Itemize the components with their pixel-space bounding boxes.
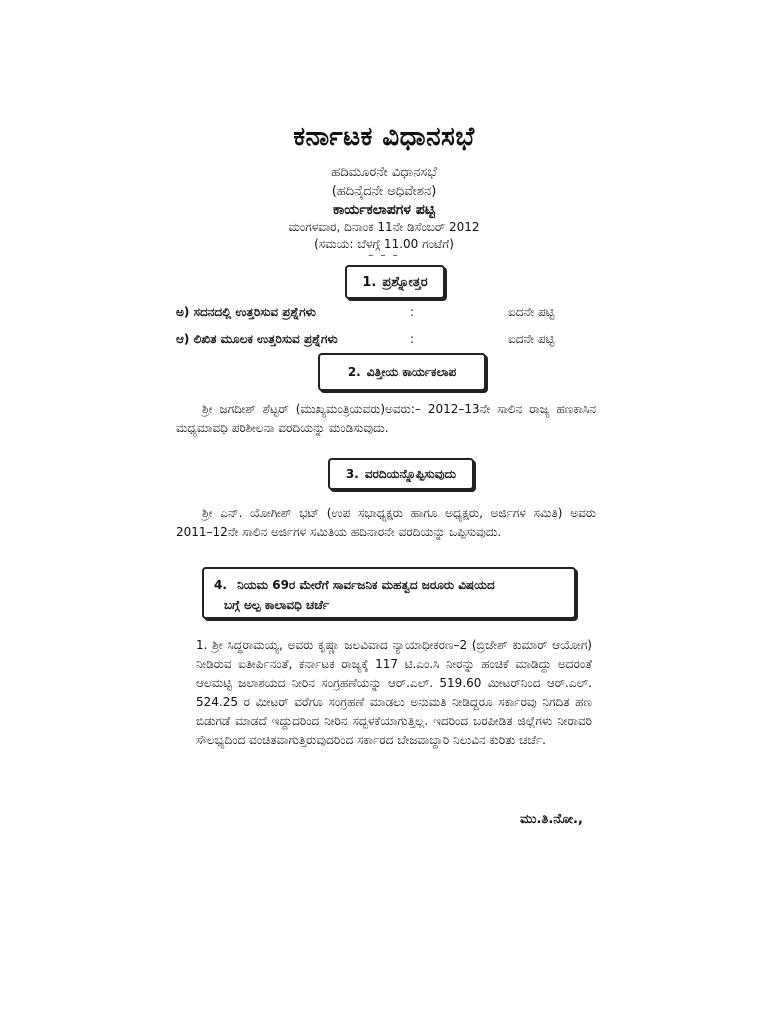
question-colon: : — [410, 305, 415, 319]
assembly-name: ಹದಿಮೂರನೇ ವಿಧಾನಸಭೆ — [331, 165, 437, 180]
section-number: 4. — [214, 578, 227, 592]
session-name: (ಹದಿನೈದನೇ ಅಧಿವೇಶನ) — [331, 184, 437, 199]
section-label: ಪ್ರಶ್ನೋತ್ತರ — [382, 274, 428, 290]
section-number: 2. — [347, 365, 361, 379]
section-2-heading — [318, 353, 486, 391]
section-label: ವರದಿಯನ್ನೊಪ್ಪಿಸುವುದು — [364, 466, 457, 481]
list-title: ಕಾರ್ಯಕಲಾಪಗಳ ಪಟ್ಟಿ — [333, 202, 435, 218]
footer-sign: ಮು.ತಿ.ನೋ., — [520, 812, 583, 827]
section-label-line1: ನಿಯಮ 69ರ ಮೇರೆಗೆ ಸಾರ್ವಜನಿಕ ಮಹತ್ವದ ಜರೂರು ವಿಷಯದ — [237, 578, 495, 592]
section-number: 1. — [362, 274, 377, 290]
section-1-heading — [345, 265, 445, 299]
page-title: ಕರ್ನಾಟಕ ವಿಧಾನಸಭೆ — [293, 122, 475, 152]
meeting-date: ಮಂಗಳವಾರ, ದಿನಾಂಕ 11ನೇ ಡಿಸೆಂಬರ್ 2012 — [288, 220, 480, 234]
question-label: ಆ) ಲಿಖಿತ ಮೂಲಕ ಉತ್ತರಿಸುವ ಪ್ರಶ್ನೆಗಳು — [176, 332, 338, 346]
question-value: ಐದನೇ ಪಟ್ಟಿ — [508, 332, 555, 346]
section-label-line2: ಬಗ್ಗೆ ಅಲ್ಪ ಕಾಲಾವಧಿ ಚರ್ಚೆ — [224, 598, 330, 612]
discussion-paragraph: 1. ಶ್ರೀ ಸಿದ್ಧರಾಮಯ್ಯ, ಅವರು ಕೃಷ್ಣಾ ಜಲವಿವಾದ ನ್ಯಾಯಾಧೀಕರಣ–2 (ಬ್ರಿಜೇಶ್ ಕುಮಾರ್ ಆಯೋಗ) ನೀಡಿರುವ ಐತೀರ್ಪಿನಂತೆ, ಕರ್ನಾಟಕ ರಾಜ್ಯಕ್ಕೆ 117 ಟಿ.ಎಂ.ಸಿ ನೀರನ್ನು ಹಂಚಿಕೆ ಮಾಡಿದ್ದು ಅದರಂತೆ ಆಲಮಟ್ಟಿ ಜಲಾಶಯದ ನೀರಿನ ಸಂಗ್ರಹಣೆಯನ್ನು ಆರ್.ಎಲ್. 519.60 ಮೀಟರ್‌ನಿಂದ ಆರ್.ಎಲ್. 524.25 ರ ಮೀಟರ್ ವರೆಗೂ ಸಂಗ್ರಹಣೆ ಮಾಡಲು ಅನುಮತಿ ನೀಡಿದ್ದರೂ ಸರ್ಕಾರವು ನಿಗದಿತ ಹಣ ಬಿಡುಗಡೆ ಮಾಡದೆ ಇದ್ದುದರಿಂದ ನೀರಿನ ಸದ್ಬಳಕೆಯಾಗುತ್ತಿಲ್ಲ. ಇದರಿಂದ ಬರಪೀಡಿತ ಜಿಲ್ಲೆಗಳು ನೀರಾವರಿ ಸೌಲಭ್ಯದಿಂದ ವಂಚಿತವಾಗುತ್ತಿರುವುದರಿಂದ ಸರ್ಕಾರದ ಬೇಜವಾಬ್ದಾರಿ ನಿಲುವಿನ ಕುರಿತು ಚರ್ಚೆ. — [196, 638, 592, 747]
meeting-time: (ಸಮಯ: ಬೆಳಗ್ಗೆ 11.00 ಗಂಟೆಗೆ) — [314, 237, 454, 251]
section-label: ವಿತ್ತೀಯ ಕಾರ್ಯಕಲಾಪ — [366, 364, 457, 379]
section-number: 3. — [345, 467, 359, 481]
question-colon: : — [410, 332, 415, 346]
question-label: ಅ) ಸದನದಲ್ಲಿ ಉತ್ತರಿಸುವ ಪ್ರಶ್ನೆಗಳು — [176, 305, 316, 319]
section-4-heading — [202, 567, 576, 619]
section-3-heading — [328, 458, 474, 490]
separator-dashes: – – – — [368, 250, 400, 261]
report-paragraph: ಶ್ರೀ ಎನ್. ಯೋಗೀಶ್ ಭಟ್ (ಉಪ ಸಭಾಧ್ಯಕ್ಷರು ಹಾಗೂ ಅಧ್ಯಕ್ಷರು, ಅರ್ಜಿಗಳ ಸಮಿತಿ) ಅವರು 2011–12ನೇ ಸಾಲಿನ ಅರ್ಜಿಗಳ ಸಮಿತಿಯ ಹದಿನಾರನೇ ವರದಿಯನ್ನು ಒಪ್ಪಿಸುವುದು. — [176, 506, 596, 539]
question-value: ಐದನೇ ಪಟ್ಟಿ — [508, 305, 555, 319]
financial-business-paragraph: ಶ್ರೀ ಜಗದೀಶ್ ಶೆಟ್ಟರ್ (ಮುಖ್ಯಮಂತ್ರಿಯವರು)ಅವರು:– 2012–13ನೇ ಸಾಲಿನ ರಾಜ್ಯ ಹಣಕಾಸಿನ ಮಧ್ಯಮಾವಧಿ ಪರಿಶೀಲನಾ ವರದಿಯನ್ನು ಮಂಡಿಸುವುದು. — [176, 402, 596, 435]
